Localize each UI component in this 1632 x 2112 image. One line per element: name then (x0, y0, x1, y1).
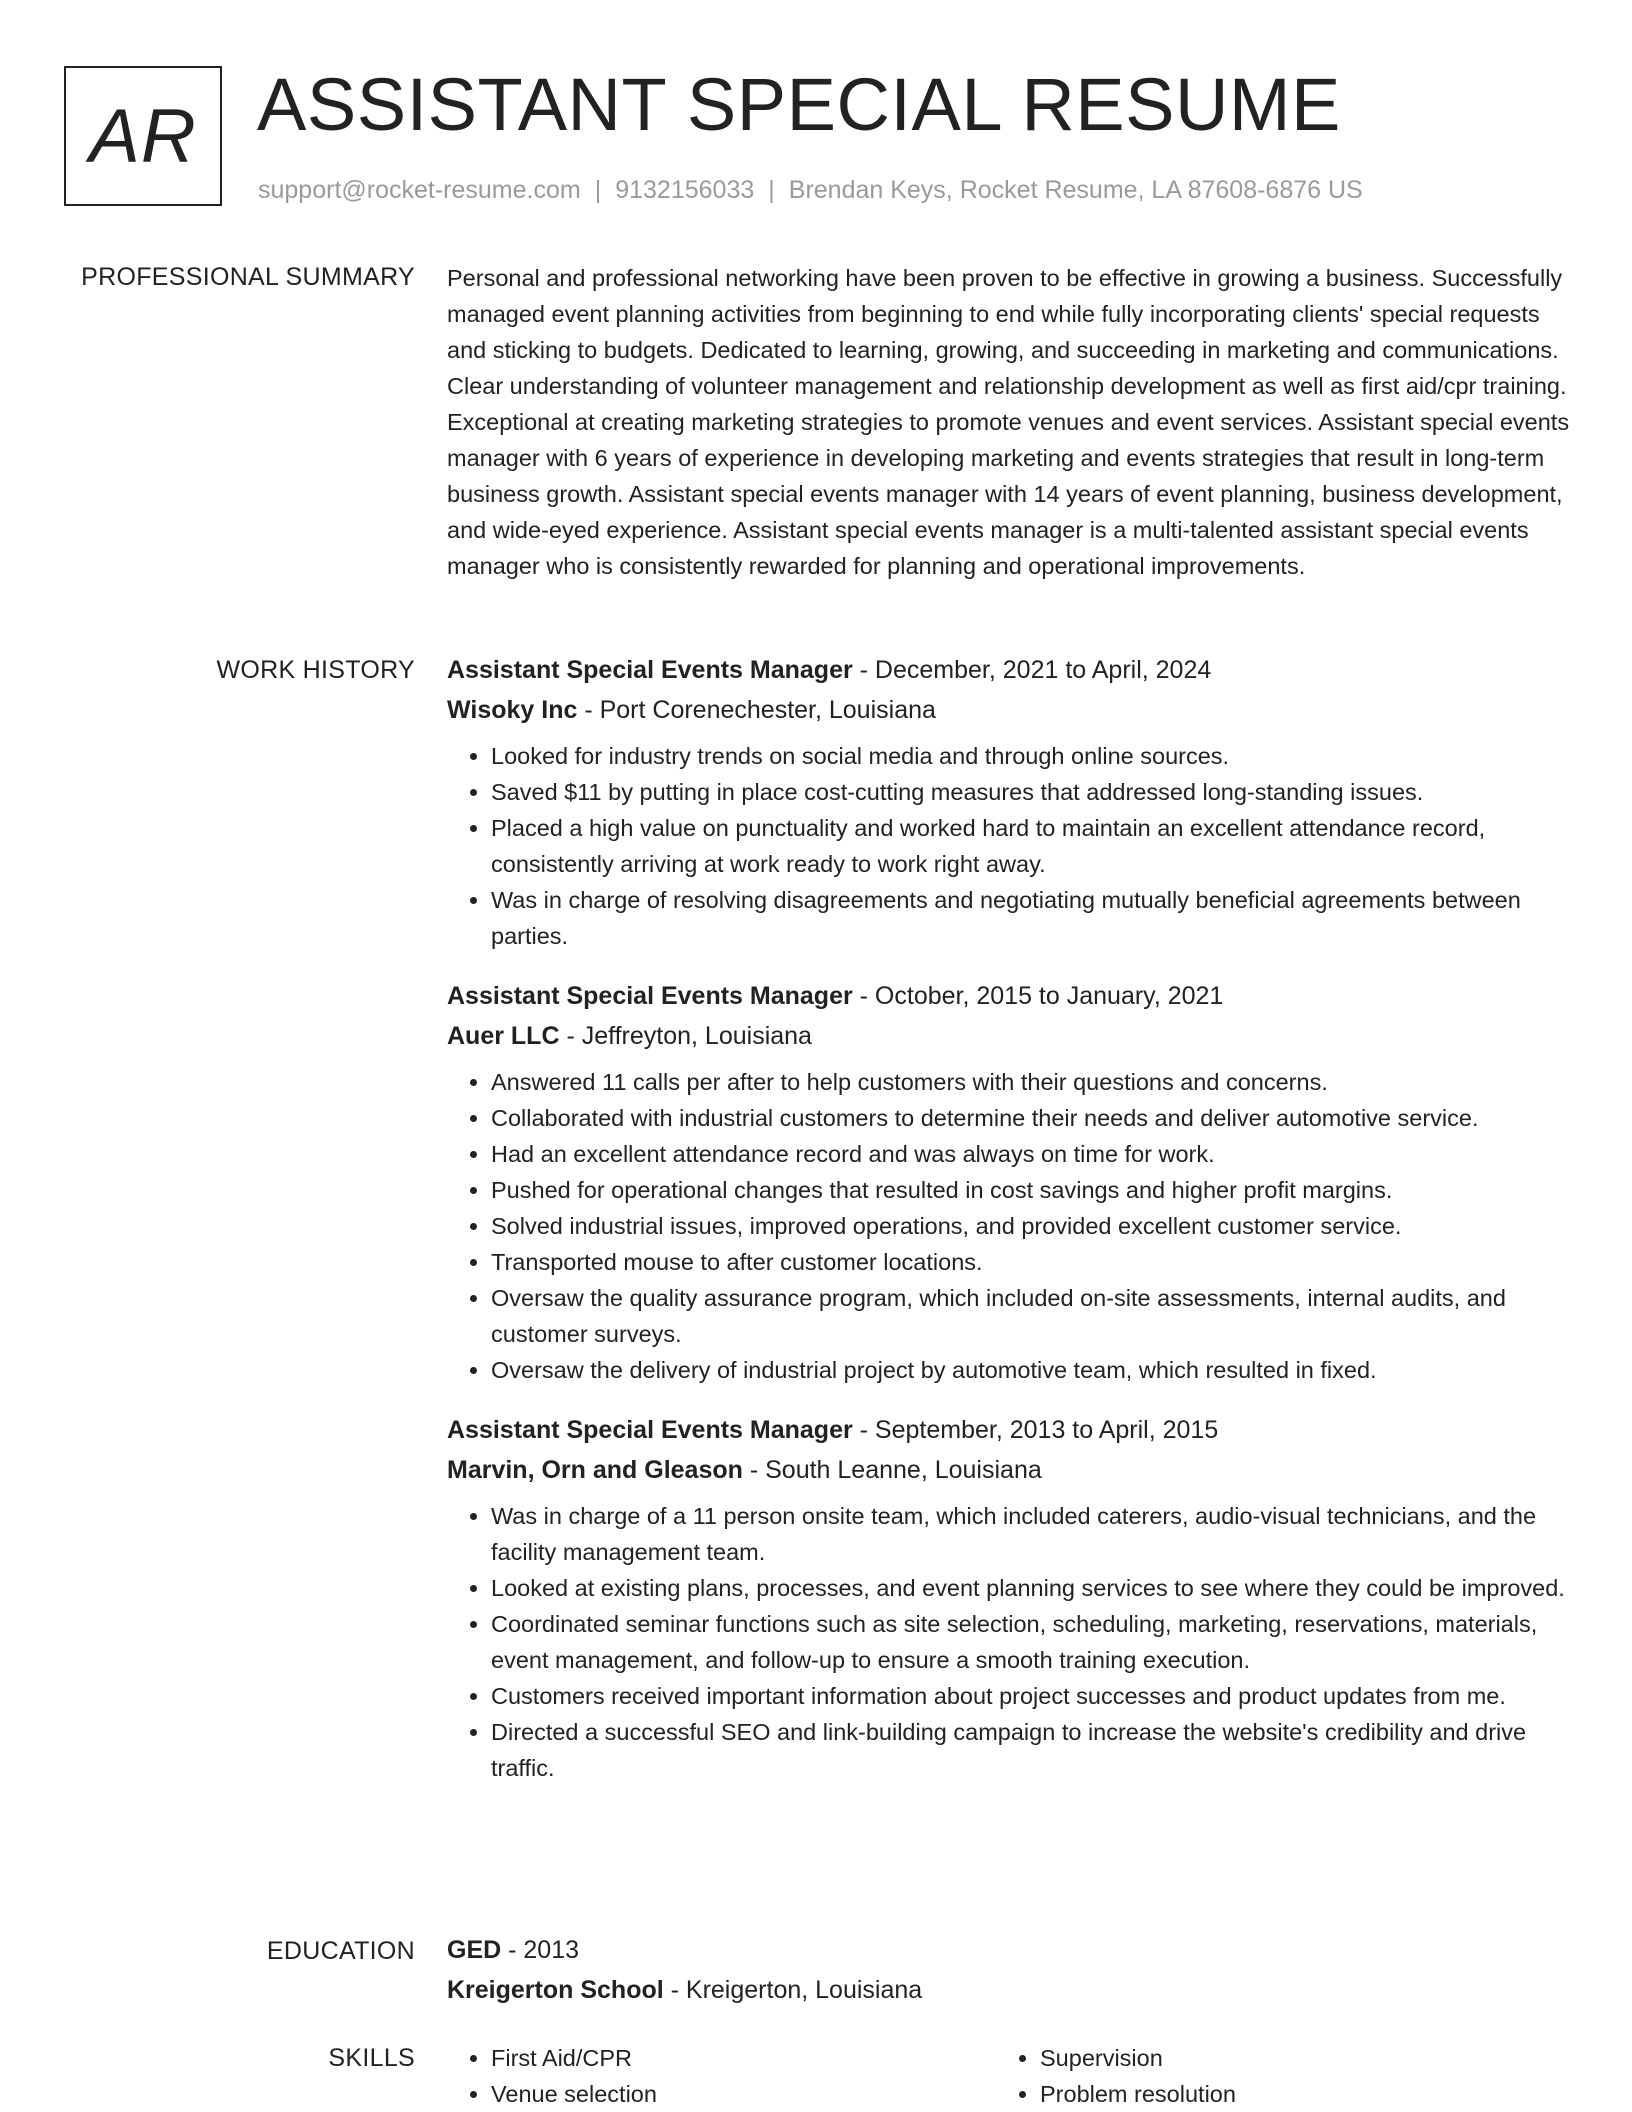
contact-phone[interactable]: 9132156033 (615, 176, 755, 204)
job-bullet: • Coordinated seminar functions such as site selection, scheduling, marketing, reservations, materials, event management, and follow-up to ensure a smooth training execution. (491, 1606, 1572, 1678)
job-entry (447, 976, 1572, 1388)
job-location: - South Leanne, Louisiana (742, 1456, 1042, 1484)
skill-item: • Problem resolution (1040, 2076, 1545, 2112)
job-dates: - September, 2013 to April, 2015 (852, 1416, 1219, 1444)
job-title: Assistant Special Events Manager (447, 656, 853, 684)
skills-label: SKILLS (328, 2044, 415, 2072)
skills-body (447, 2040, 1572, 2112)
resume-header (64, 63, 1564, 211)
job-dates: - October, 2015 to January, 2021 (852, 982, 1224, 1010)
job-location: - Port Corenechester, Louisiana (577, 696, 936, 724)
job-company-line (447, 1016, 1572, 1056)
education-year: - 2013 (501, 1936, 580, 1964)
contact-separator: | (594, 176, 602, 204)
job-bullet: • Saved $11 by putting in place cost-cutting measures that addressed long-standing issues. (491, 774, 1572, 810)
education-school: Kreigerton School (447, 1976, 664, 2004)
job-bullet: • Looked for industry trends on social media and through online sources. (491, 738, 1572, 774)
job-company: Wisoky Inc (447, 696, 578, 724)
resume-title: ASSISTANT SPECIAL RESUME (257, 63, 1341, 146)
job-bullet: • Was in charge of resolving disagreements and negotiating mutually beneficial agreements between parties. (491, 882, 1572, 954)
education-degree: GED (447, 1936, 502, 1964)
job-company: Auer LLC (447, 1022, 560, 1050)
job-bullets (447, 1498, 1572, 1786)
job-company: Marvin, Orn and Gleason (447, 1456, 743, 1484)
skill-item: • Supervision (1040, 2040, 1545, 2076)
job-location: - Jeffreyton, Louisiana (559, 1022, 812, 1050)
monogram-logo: AR (64, 66, 222, 206)
education-school-line (447, 1970, 1572, 2010)
skill-item: • Venue selection (491, 2076, 996, 2112)
job-company-line (447, 1450, 1572, 1490)
job-title-line (447, 1410, 1572, 1450)
job-entry (447, 1410, 1572, 1786)
job-bullets (447, 738, 1572, 954)
contact-email[interactable]: support@rocket-resume.com (258, 176, 581, 204)
education-body (447, 1930, 1572, 2010)
job-bullet: • Had an excellent attendance record and was always on time for work. (491, 1136, 1572, 1172)
job-bullet: • Oversaw the delivery of industrial project by automotive team, which resulted in fixed. (491, 1352, 1572, 1388)
summary-body (447, 260, 1572, 584)
education-location: - Kreigerton, Louisiana (663, 1976, 923, 2004)
contact-address: Brendan Keys, Rocket Resume, LA 87608-6876 US (788, 176, 1363, 204)
job-title-line (447, 976, 1572, 1016)
skills-list-right (996, 2040, 1545, 2112)
job-title: Assistant Special Events Manager (447, 982, 853, 1010)
summary-text: Personal and professional networking have been proven to be effective in growing a business. Successfully managed event planning activities from beginning to end while fully incorporating clients' special requests and sticking to budgets. Dedicated to learning, growing, and succeeding in marketing and communications. Clear understanding of volunteer management and relationship development as well as first aid/cpr training. Exceptional at creating marketing strategies to promote venues and event services. Assistant special events manager with 6 years of experience in developing marketing and events strategies that result in long-term business growth. Assistant special events manager with 14 years of event planning, business development, and wide-eyed experience. Assistant special events manager is a multi-talented assistant special events manager who is consistently rewarded for planning and operational improvements. (447, 265, 1570, 579)
job-bullets (447, 1064, 1572, 1388)
contact-separator: | (768, 176, 775, 204)
job-bullet: • Directed a successful SEO and link-building campaign to increase the website's credibility and drive traffic. (491, 1714, 1572, 1786)
skills-columns (447, 2040, 1572, 2112)
job-bullet: • Placed a high value on punctuality and worked hard to maintain an excellent attendance record, consistently arriving at work ready to work right away. (491, 810, 1572, 882)
education-degree-line (447, 1930, 1572, 1970)
job-bullet: • Looked at existing plans, processes, and event planning services to see where they could be improved. (491, 1570, 1572, 1606)
skill-item: • First Aid/CPR (491, 2040, 996, 2076)
skills-list-left (447, 2040, 996, 2112)
job-bullet: • Transported mouse to after customer locations. (491, 1244, 1572, 1280)
work-history-body (447, 650, 1572, 1802)
job-bullet: • Answered 11 calls per after to help customers with their questions and concerns. (491, 1064, 1572, 1100)
summary-label: PROFESSIONAL SUMMARY (81, 263, 415, 291)
job-bullet: • Solved industrial issues, improved operations, and provided excellent customer service. (491, 1208, 1572, 1244)
work-history-label: WORK HISTORY (216, 656, 415, 684)
job-bullet: • Oversaw the quality assurance program, which included on-site assessments, internal audits, and customer surveys. (491, 1280, 1572, 1352)
job-bullet: • Pushed for operational changes that resulted in cost savings and higher profit margins. (491, 1172, 1572, 1208)
education-label: EDUCATION (266, 1937, 415, 1965)
job-company-line (447, 690, 1572, 730)
contact-line (258, 176, 1363, 205)
job-title: Assistant Special Events Manager (447, 1416, 853, 1444)
job-title-line (447, 650, 1572, 690)
job-bullet: • Customers received important information about project successes and product updates from me. (491, 1678, 1572, 1714)
job-entry (447, 650, 1572, 954)
job-dates: - December, 2021 to April, 2024 (852, 656, 1212, 684)
job-bullet: • Was in charge of a 11 person onsite team, which included caterers, audio-visual technicians, and the facility management team. (491, 1498, 1572, 1570)
job-bullet: • Collaborated with industrial customers to determine their needs and deliver automotive service. (491, 1100, 1572, 1136)
